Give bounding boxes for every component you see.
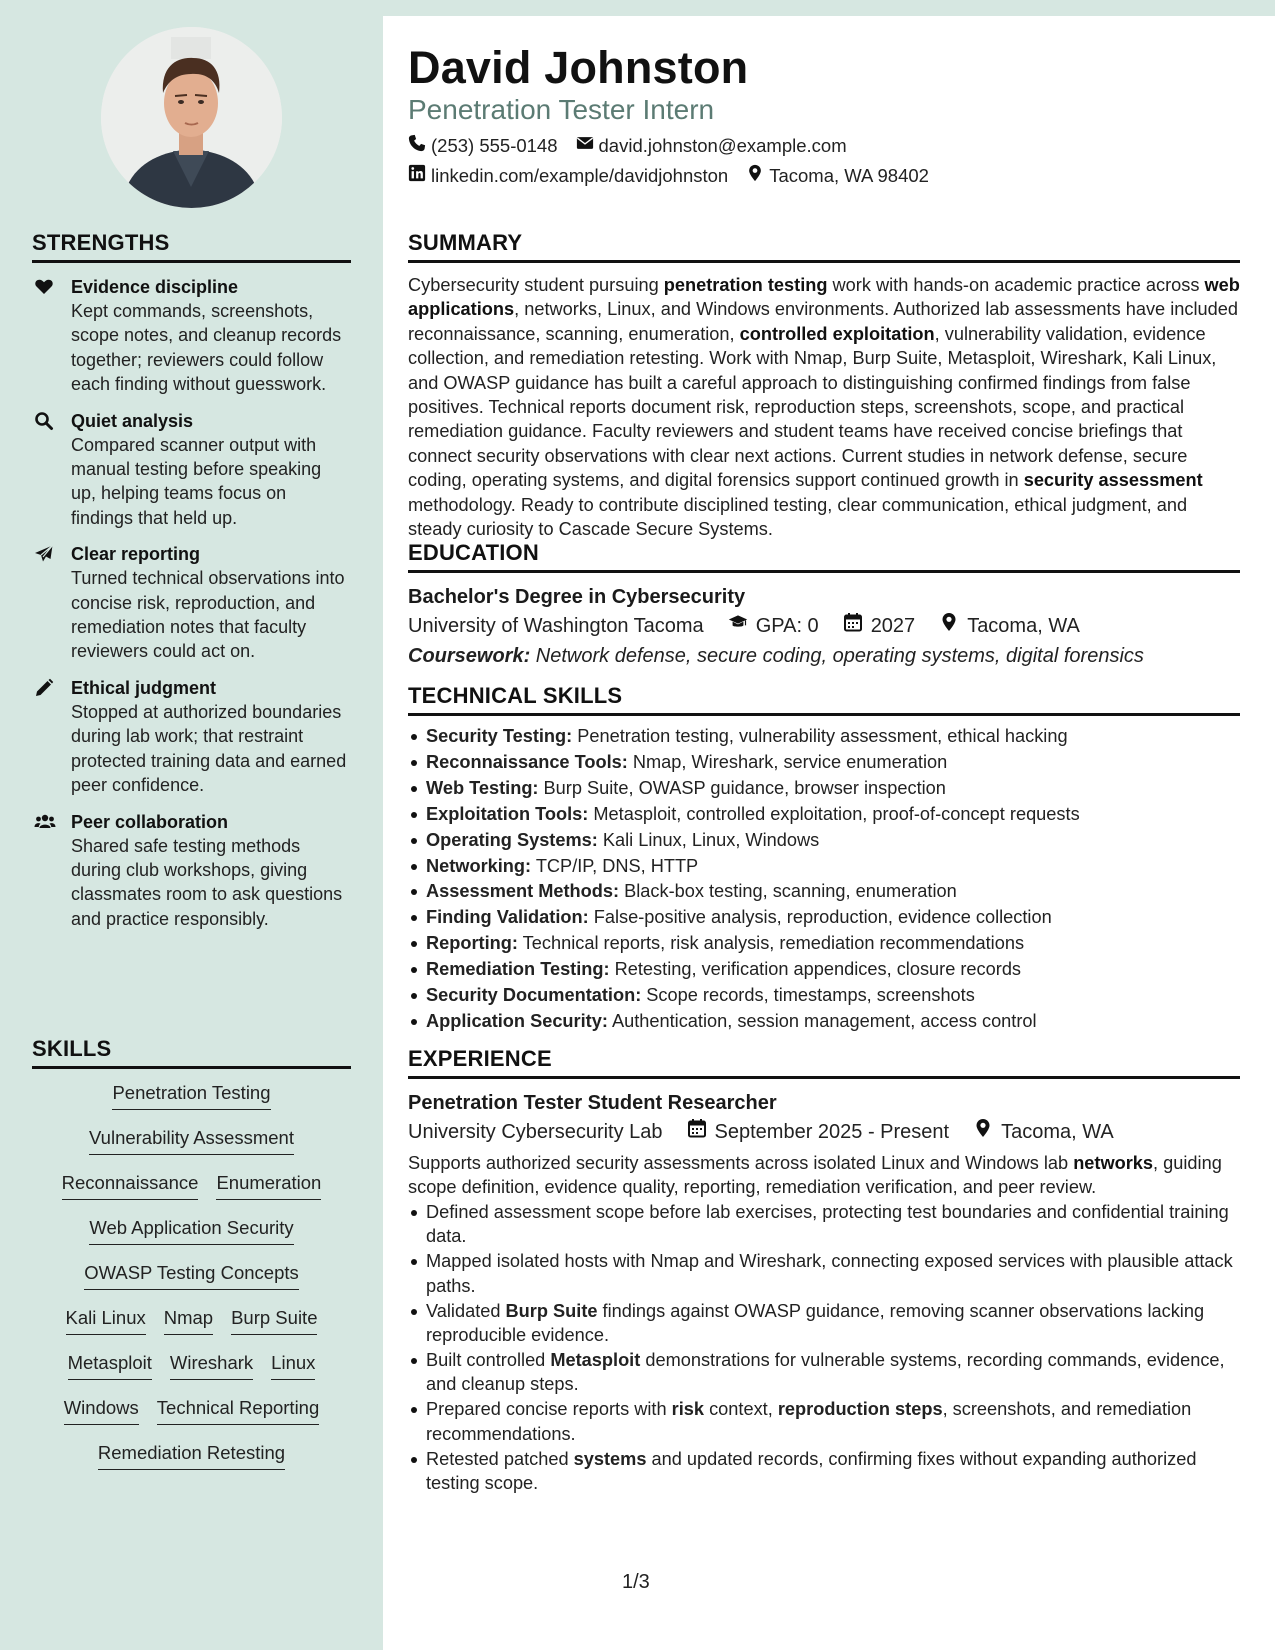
skill-category: Assessment Methods: xyxy=(426,881,620,902)
technical-skill-item xyxy=(408,931,1240,957)
map-pin-icon xyxy=(939,611,959,641)
avatar xyxy=(101,27,282,208)
calendar-icon xyxy=(843,611,863,641)
text-run: work with hands-on academic practice across xyxy=(827,275,1205,295)
skill-tag: Technical Reporting xyxy=(157,1396,319,1425)
experience-bullet xyxy=(408,1397,1240,1446)
emphasis-text: controlled exploitation xyxy=(739,323,935,344)
skill-category: Security Testing: xyxy=(426,726,573,746)
skills-section xyxy=(32,1036,351,1486)
phone-item xyxy=(408,134,558,157)
experience-bullet xyxy=(408,1299,1240,1348)
strength-description: Turned technical observations into concise risk, reproduction, and remediation notes that faculty reviewers could act on. xyxy=(71,568,345,662)
skill-values: Retesting, verification appendices, closure records xyxy=(609,959,1022,980)
degree-title: Bachelor's Degree in Cybersecurity xyxy=(408,586,746,608)
strength-description: Stopped at authorized boundaries during lab work; that restraint protected training data and earned peer confidence. xyxy=(71,701,347,796)
skill-tag: OWASP Testing Concepts xyxy=(84,1261,299,1290)
text-run: Defined assessment scope before lab exercises, protecting test boundaries and confidential training data. xyxy=(426,1201,1229,1247)
organization-name: University Cybersecurity Lab xyxy=(408,1121,663,1143)
skill-row xyxy=(32,1171,351,1216)
skill-category: Exploitation Tools: xyxy=(426,803,589,824)
technical-skill-item xyxy=(408,828,1240,854)
skill-values: Kali Linux, Linux, Windows xyxy=(597,829,820,850)
skill-values: Technical reports, risk analysis, remediation recommendations xyxy=(517,933,1025,954)
strength-title: Peer collaboration xyxy=(71,811,229,832)
strength-description: Kept commands, screenshots, scope notes, and cleanup records together; reviewers could follow each finding without guesswork. xyxy=(71,301,342,395)
strength-item xyxy=(32,810,351,932)
skill-tag: Nmap xyxy=(164,1306,213,1335)
strength-title: Evidence discipline xyxy=(71,277,239,297)
education-meta xyxy=(408,611,1240,641)
linkedin-text: linkedin.com/example/davidjohnston xyxy=(431,164,729,186)
skill-row xyxy=(32,1441,351,1486)
skill-tag: Windows xyxy=(64,1396,139,1425)
email-text: david.johnston@example.com xyxy=(598,134,847,156)
skill-category: Security Documentation: xyxy=(426,985,642,1006)
experience-section xyxy=(408,1046,1240,1496)
technical-skill-item xyxy=(408,905,1240,931)
skill-tag: Burp Suite xyxy=(231,1306,317,1335)
experience-bullet xyxy=(408,1249,1240,1298)
skill-tag: Reconnaissance xyxy=(62,1171,199,1200)
skill-values: Penetration testing, vulnerability assessment, ethical hacking xyxy=(572,726,1068,746)
strengths-heading: STRENGTHS xyxy=(32,230,351,263)
technical-skill-item xyxy=(408,802,1240,828)
emphasis-text: networks xyxy=(1073,1153,1154,1173)
skill-row xyxy=(32,1081,351,1126)
technical-skill-item xyxy=(408,957,1240,983)
users-icon xyxy=(34,812,54,832)
strength-item xyxy=(32,275,351,397)
strength-description: Shared safe testing methods during club workshops, giving classmates room to ask questions and practice responsibly. xyxy=(71,835,343,929)
text-run: context, xyxy=(704,1399,778,1420)
search-icon xyxy=(34,411,54,431)
technical-skill-item xyxy=(408,854,1240,880)
sidebar xyxy=(0,0,383,1650)
graduation-year: 2027 xyxy=(870,615,916,637)
emphasis-text: web applications xyxy=(408,275,1240,320)
coursework-label: Coursework: xyxy=(408,645,531,667)
pencil-icon xyxy=(34,678,54,698)
job-location: Tacoma, WA xyxy=(1001,1121,1114,1143)
text-run: , guiding scope definition, evidence quality, reporting, remediation verification, and peer review. xyxy=(408,1153,1222,1198)
strength-item xyxy=(32,542,351,664)
summary-heading: SUMMARY xyxy=(408,230,1240,263)
skill-row xyxy=(32,1216,351,1261)
strength-description: Compared scanner output with manual testing before speaking up, helping teams focus on findings that held up. xyxy=(71,434,322,528)
skill-row xyxy=(32,1351,351,1396)
candidate-role: Penetration Tester Intern xyxy=(408,94,715,125)
map-pin-icon xyxy=(973,1117,993,1147)
education-location: Tacoma, WA xyxy=(967,615,1080,637)
envelope-icon xyxy=(576,134,594,157)
calendar-icon xyxy=(687,1117,707,1147)
skill-row xyxy=(32,1396,351,1441)
technical-skill-item xyxy=(408,724,1240,750)
education-heading: EDUCATION xyxy=(408,540,1240,573)
text-run: and updated records, confirming fixes without expanding authorized testing scope. xyxy=(426,1448,1197,1494)
education-section xyxy=(408,540,1240,671)
technical-skill-item xyxy=(408,776,1240,802)
skill-values: False-positive analysis, reproduction, evidence collection xyxy=(588,907,1052,928)
paper-plane-icon xyxy=(34,544,54,564)
text-run: , vulnerability validation, evidence collection, and remediation retesting. Work with Nmap, Burp Suite, Metasploit, Wireshark, Kali Linux, and OWASP guidance has built a careful approach to distinguishing confirmed findings from false positives. Technical reports document risk, reproduction steps, screenshots, scope, and practical remediation guidance. Faculty reviewers and student teams have received concise briefings that connect security observations with clear next actions. Current studies in network defense, secure coding, operating systems, and digital forensics support continued growth in xyxy=(408,323,1217,491)
technical-skill-item xyxy=(408,1009,1240,1035)
text-run: methodology. Ready to contribute disciplined testing, clear communication, ethical judgment, and steady curiosity to Cascade Secure Systems. xyxy=(408,494,1188,540)
technical-skill-item xyxy=(408,750,1240,776)
gpa-text: GPA: 0 xyxy=(755,615,819,637)
technical-skill-item xyxy=(408,879,1240,905)
technical-skills-list xyxy=(408,724,1240,1035)
map-pin-icon xyxy=(746,164,764,187)
skill-category: Operating Systems: xyxy=(426,829,598,850)
emphasis-text: risk xyxy=(671,1399,705,1420)
skills-tags xyxy=(32,1081,351,1486)
school-name: University of Washington Tacoma xyxy=(408,615,704,637)
job-dates: September 2025 - Present xyxy=(714,1121,950,1143)
experience-bullets xyxy=(408,1200,1240,1496)
email-item xyxy=(576,134,847,157)
page-number: 1/3 xyxy=(622,1571,650,1593)
strength-item xyxy=(32,676,351,798)
skills-heading: SKILLS xyxy=(32,1036,351,1069)
skill-category: Finding Validation: xyxy=(426,907,589,928)
location-text: Tacoma, WA 98402 xyxy=(769,164,929,186)
skill-category: Remediation Testing: xyxy=(426,959,610,980)
graduation-cap-icon xyxy=(728,611,748,641)
skill-row xyxy=(32,1261,351,1306)
strength-title: Quiet analysis xyxy=(71,410,194,431)
strengths-section xyxy=(32,230,351,931)
text-run: Prepared concise reports with xyxy=(426,1399,672,1420)
candidate-name: David Johnston xyxy=(408,42,749,93)
text-run: Mapped isolated hosts with Nmap and Wireshark, connecting exposed services with plausible attack paths. xyxy=(426,1251,1233,1296)
skill-values: Scope records, timestamps, screenshots xyxy=(641,985,975,1006)
location-item xyxy=(746,164,929,187)
strength-title: Ethical judgment xyxy=(71,677,217,698)
summary-text xyxy=(408,273,1240,541)
skill-row xyxy=(32,1306,351,1351)
skill-values: TCP/IP, DNS, HTTP xyxy=(531,855,699,876)
technical-skills-section xyxy=(408,683,1240,1035)
technical-skills-heading: TECHNICAL SKILLS xyxy=(408,683,1240,716)
emphasis-text: security assessment xyxy=(1023,470,1203,491)
job-title: Penetration Tester Student Researcher xyxy=(408,1092,777,1114)
emphasis-text: Metasploit xyxy=(550,1350,641,1371)
experience-bullet xyxy=(408,1200,1240,1249)
emphasis-text: reproduction steps xyxy=(777,1399,943,1420)
job-meta xyxy=(408,1117,1240,1147)
experience-bullet xyxy=(408,1348,1240,1397)
contact-row-2 xyxy=(408,164,929,187)
text-run: demonstrations for vulnerable systems, recording commands, evidence, and cleanup steps. xyxy=(426,1350,1225,1395)
skill-tag: Kali Linux xyxy=(66,1306,146,1335)
skill-category: Application Security: xyxy=(426,1010,608,1031)
strength-title: Clear reporting xyxy=(71,544,201,565)
skill-category: Reconnaissance Tools: xyxy=(426,751,628,772)
skill-values: Nmap, Wireshark, service enumeration xyxy=(627,751,948,772)
skill-values: Metasploit, controlled exploitation, proof-of-concept requests xyxy=(588,803,1080,824)
skill-category: Web Testing: xyxy=(426,777,539,798)
experience-heading: EXPERIENCE xyxy=(408,1046,1240,1079)
summary-section xyxy=(408,230,1240,541)
job-intro xyxy=(408,1151,1240,1200)
text-run: Retested patched xyxy=(426,1448,574,1469)
linkedin-icon xyxy=(408,164,426,187)
skill-tag: Penetration Testing xyxy=(112,1081,270,1110)
emphasis-text: systems xyxy=(573,1448,647,1469)
skill-tag: Web Application Security xyxy=(89,1216,293,1245)
coursework-text: Network defense, secure coding, operating systems, digital forensics xyxy=(530,645,1144,667)
text-run: Validated xyxy=(426,1300,506,1321)
skill-tag: Enumeration xyxy=(216,1171,321,1200)
skill-tag: Wireshark xyxy=(170,1351,253,1380)
phone-icon xyxy=(408,134,426,157)
text-run: , screenshots, and remediation recommendations. xyxy=(426,1399,1192,1444)
text-run: Built controlled xyxy=(426,1350,551,1371)
technical-skill-item xyxy=(408,983,1240,1009)
heart-icon xyxy=(34,277,54,297)
contact-row-1 xyxy=(408,134,847,157)
text-run: Cybersecurity student pursuing xyxy=(408,275,664,295)
emphasis-text: penetration testing xyxy=(663,275,828,295)
main-content xyxy=(383,16,1275,1650)
skill-tag: Linux xyxy=(271,1351,315,1380)
skill-values: Burp Suite, OWASP guidance, browser inspection xyxy=(538,777,946,798)
text-run: findings against OWASP guidance, removing scanner observations lacking reproducible evidence. xyxy=(426,1300,1205,1346)
text-run: Supports authorized security assessments across isolated Linux and Windows lab xyxy=(408,1153,1074,1173)
skill-row xyxy=(32,1126,351,1171)
skill-tag: Vulnerability Assessment xyxy=(89,1126,294,1155)
skill-values: Black-box testing, scanning, enumeration xyxy=(619,881,957,902)
linkedin-item xyxy=(408,164,728,187)
skill-category: Networking: xyxy=(426,855,532,876)
coursework-line xyxy=(408,641,1240,671)
experience-bullet xyxy=(408,1447,1240,1496)
emphasis-text: Burp Suite xyxy=(505,1300,598,1321)
text-run: , networks, Linux, and Windows environments. Authorized lab assessments have included reconnaissance, scanning, enumeration, xyxy=(408,299,1238,344)
strength-item xyxy=(32,409,351,531)
skill-category: Reporting: xyxy=(426,933,518,954)
skill-values: Authentication, session management, access control xyxy=(607,1010,1037,1031)
skill-tag: Metasploit xyxy=(68,1351,152,1380)
skill-tag: Remediation Retesting xyxy=(98,1441,285,1470)
phone-text: (253) 555-0148 xyxy=(431,134,558,156)
